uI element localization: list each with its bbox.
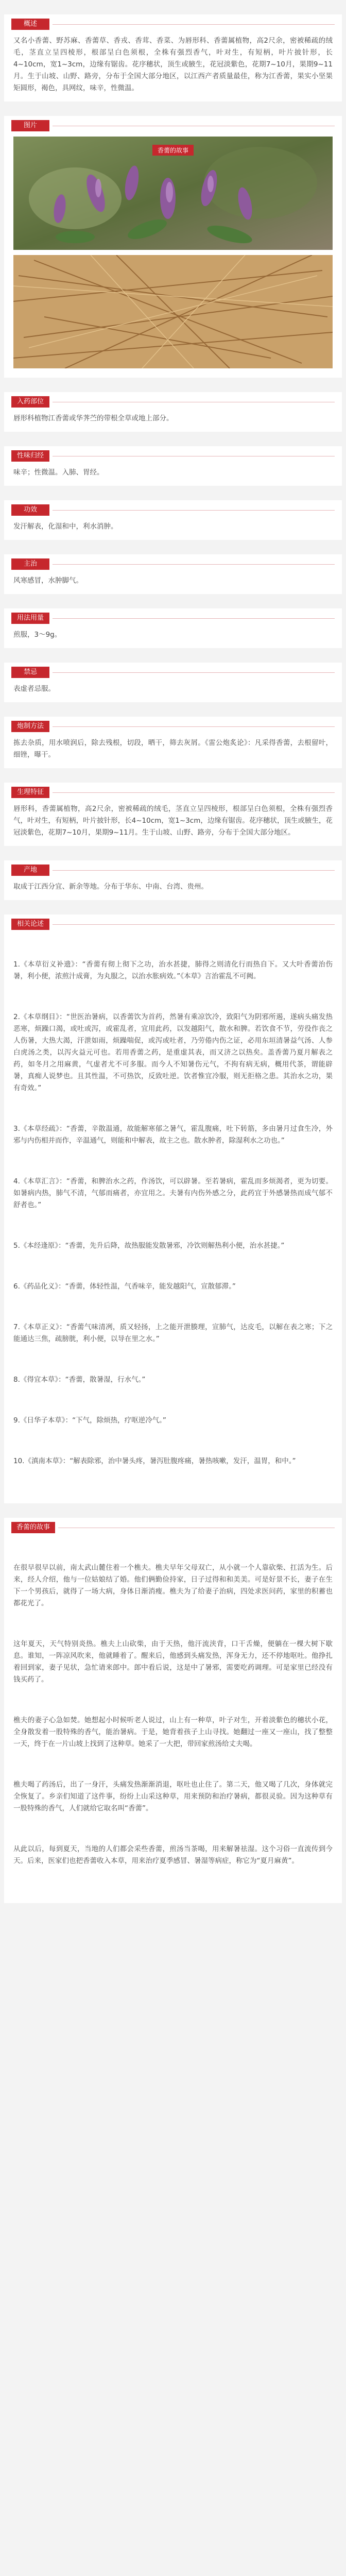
dosage-tag: 用法用量 [11,613,49,624]
image-section [0,101,346,378]
morph-tag: 生理特征 [11,787,49,798]
nature-text: 味辛；性微温。入肺、胃经。 [13,468,104,477]
caution-tag: 禁忌 [11,667,49,678]
nature-section [0,432,346,486]
caution-section [0,648,346,702]
origin-tag: 产地 [11,865,49,876]
prep-text: 拣去杂质，用水喷润后，除去残根，切段，晒干，筛去灰屑。《雷公炮炙论》：凡采得香薷，去根留叶，细锉，曝干。 [13,739,333,759]
story-tag: 香薷的故事 [11,1522,55,1533]
origin-text: 取成于江西分宜、新余等地。分布于华东、中南、台湾、贵州。 [13,883,208,891]
divider [53,792,335,793]
prep-tag: 炮制方法 [11,721,49,732]
dosage-section [0,594,346,648]
classics-section [0,900,346,1503]
source-tag: 入药部位 [11,396,49,408]
morph-section [0,768,346,846]
divider [53,672,335,673]
divider [53,24,335,25]
classics-paragraph: 8.《得宜本草》：“香薷，散暑湿，行水气。” [13,1376,146,1384]
story-section [0,1503,346,1903]
nature-tag: 性味归经 [11,450,49,462]
classics-paragraph: 4.《本草汇言》：“香薷，和脾治水之药，作汤饮，可以辟暑。至若暑病，霍乱而多烦渴者，更为切要。如暑病内热，肺气不清，气郁而痛者，亦宜用之。夫暑有内伤外感之分，此药宜于外感暑热而成气郁不舒者也。” [13,1177,333,1209]
prep-section [0,702,346,768]
classics-paragraph: 3.《本草经疏》：“香薷，辛散温通，故能解寒郁之暑气，霍乱腹痛，吐下转筋，多由暑月过食生冷，外邪与内伤相并而作，辛温通气，则能和中解表，故主之也。散水肿者，除湿利水之功也。” [13,1125,333,1145]
herb-flower-photo [13,137,333,250]
overview-text: 又名小香薷、野苏麻、香薷草、香戎、香茸、香菜、为唇形科、香薷属植物，高2尺余，密被稀疏的绒毛，茎直立呈四棱形，根部呈白色须根，全株有强烈香气，叶对生，有短柄，叶片披针形，长4~10cm，宽1~3cm，边缘有锯齿。花序穗状，顶生或腋生，花冠淡紫色，花期7~10月，果期9~11月。生于山坡、山野、路旁，分布于全国大部分地区，以江西产者质量最佳，称为江香薷，果实小坚果矩圆形，褐色，具网纹，味辛，性微温。 [13,37,333,92]
image-tag: 图片 [11,120,49,131]
indication-tag: 主治 [11,558,49,570]
divider [53,870,335,871]
overview-tag: 概述 [11,19,49,30]
classics-paragraph: 10.《滇南本草》：“解表除邪，治中暑头疼，暑泻肚腹疼痛，暑热咳嗽，发汗，温胃，和中。” [13,1457,296,1465]
source-section [0,378,346,432]
effect-text: 发汗解表，化湿和中，利水消肿。 [13,522,118,531]
classics-tag: 相关论述 [11,919,49,930]
effect-tag: 功效 [11,504,49,516]
effect-section [0,486,346,540]
classics-body [4,930,342,1499]
indication-section [0,540,346,594]
morph-text: 唇形科，香薷属植物，高2尺余，密被稀疏的绒毛，茎直立呈四棱形，根部呈白色须根，全株有强烈香气，叶对生，有短柄，叶片披针形，长4~10cm，宽1~3cm，边缘有锯齿。花序穗状，顶生或腋生，花冠淡紫色，花期7~10月，果期9~11月。生于山坡、山野、路旁，分布于全国大部分地区。 [13,805,333,837]
dosage-text: 煎服，3～9g。 [13,631,62,639]
photo-caption: 香薷的故事 [152,145,194,156]
classics-paragraph: 6.《药品化义》：“香薷，体轻性温，气香味辛，能发越阳气，宣散郁滞。” [13,1282,236,1291]
source-text: 唇形科植物江香薷或华荠苎的带根全草或地上部分。 [13,414,174,422]
caution-text: 表虚者忌服。 [13,685,55,693]
divider [53,618,335,619]
dried-herb-photo [13,255,333,368]
classics-paragraph: 1.《本草衍义补遗》：“香薷有彻上彻下之功，治水甚捷，肺得之则清化行而热自下。又大叶香薷治伤暑，利小便，浓煎汁成膏，为丸服之，以治水胀病效。”《本草》言治霍乱不可阙。 [13,960,333,980]
divider [53,726,335,727]
story-paragraph: 这年夏天，天气特别炎热。樵夫上山砍柴，由于天热，他汗流浃背，口干舌燥，便躺在一棵大树下歇息。谁知，一阵凉风吹来，他就睡着了。醒来后，他感到头痛发热，浑身无力，还不停地呕吐。他挣扎着回到家，妻子见状，急忙请来郎中。郎中看后说，这是中了暑邪，需要吃药调理。可是家里已经没有钱买药了。 [13,1640,333,1684]
indication-text: 风寒感冒，水肿脚气。 [13,577,83,585]
divider [53,564,335,565]
classics-paragraph: 9.《日华子本草》：“下气，除烦热，疗呕逆冷气。” [13,1416,166,1425]
classics-paragraph: 2.《本草纲目》：“世医治暑病，以香薷饮为首药，然暑有乘凉饮冷，致阳气为阴邪所遏，遂病头痛发热恶寒，烦躁口渴，或吐或泻，或霍乱者，宜用此药，以发越阳气，散水和脾。若饮食不节，劳役作丧之人伤暑，大热大渴，汗泄如雨，烦躁喘促，或泻或吐者，乃劳倦内伤之证，必用东垣清暑益气汤、人参白虎汤之类，以泻火益元可也。若用香薷之药，是重虚其表，而又济之以热矣。盖香薷乃夏月解表之药，如冬月之用麻黄，气虚者尤不可多服。而今人不知暑伤元气，不拘有病无病，概用代茶，谓能辟暑，真痴人说梦也。且其性温，不可热饮，反致吐逆。饮者惟宜冷服，则无拒格之患。其治水之功，果有奇效。” [13,1013,333,1092]
story-paragraph: 樵夫喝了药汤后，出了一身汗，头痛发热渐渐消退，呕吐也止住了。第二天，他又喝了几次，身体就完全恢复了。乡亲们知道了这件事，纷纷上山采这种草，用来预防和治疗暑病，都很灵验。因为这种草有一股特殊的香气，人们就给它取名叫“香薷”。 [13,1781,333,1812]
origin-section [0,846,346,900]
classics-paragraph: 7.《本草正义》：“香薷气味清冽，质又轻扬，上之能开泄腠理，宣肺气，达皮毛，以解在表之寒；下之能通达三焦，疏膀胱，利小便，以导在里之水。” [13,1323,333,1343]
story-paragraph: 从此以后，每到夏天，当地的人们都会采些香薷，煎汤当茶喝，用来解暑祛湿。这个习俗一直流传到今天。后来，医家们也把香薷收入本草，用来治疗夏季感冒、暑湿等病症，称它为“夏月麻黄”。 [13,1845,333,1865]
classics-paragraph: 5.《本经逢原》：“香薷，先升后降，故热服能发散暑邪，冷饮则解热利小便，治水甚捷。” [13,1242,285,1250]
divider [53,510,335,511]
divider [53,924,335,925]
story-body [4,1533,342,1899]
story-paragraph: 樵夫的妻子心急如焚。她想起小时候听老人说过，山上有一种草，叶子对生，开着淡紫色的穗状小花，全身散发着一股特殊的香气，能治暑病。于是，她背着孩子上山寻找。她翻过一座又一座山，找了整整一天，终于在一片山坡上找到了这种草。她采了一大把，带回家煎汤给丈夫喝。 [13,1716,333,1748]
story-paragraph: 在很早很早以前，南太武山麓住着一个樵夫。樵夫早年父母双亡，从小就一个人靠砍柴、扛活为生。后来，经人介绍，他与一位姑娘结了婚。他们俩勤俭持家，日子过得和和美美。可是好景不长，妻子在生下一个男孩后，就得了一场大病，身体日渐消瘦。樵夫为了给妻子治病，四处求医问药，家里的积蓄也都花光了。 [13,1564,333,1607]
overview-section [0,0,346,101]
